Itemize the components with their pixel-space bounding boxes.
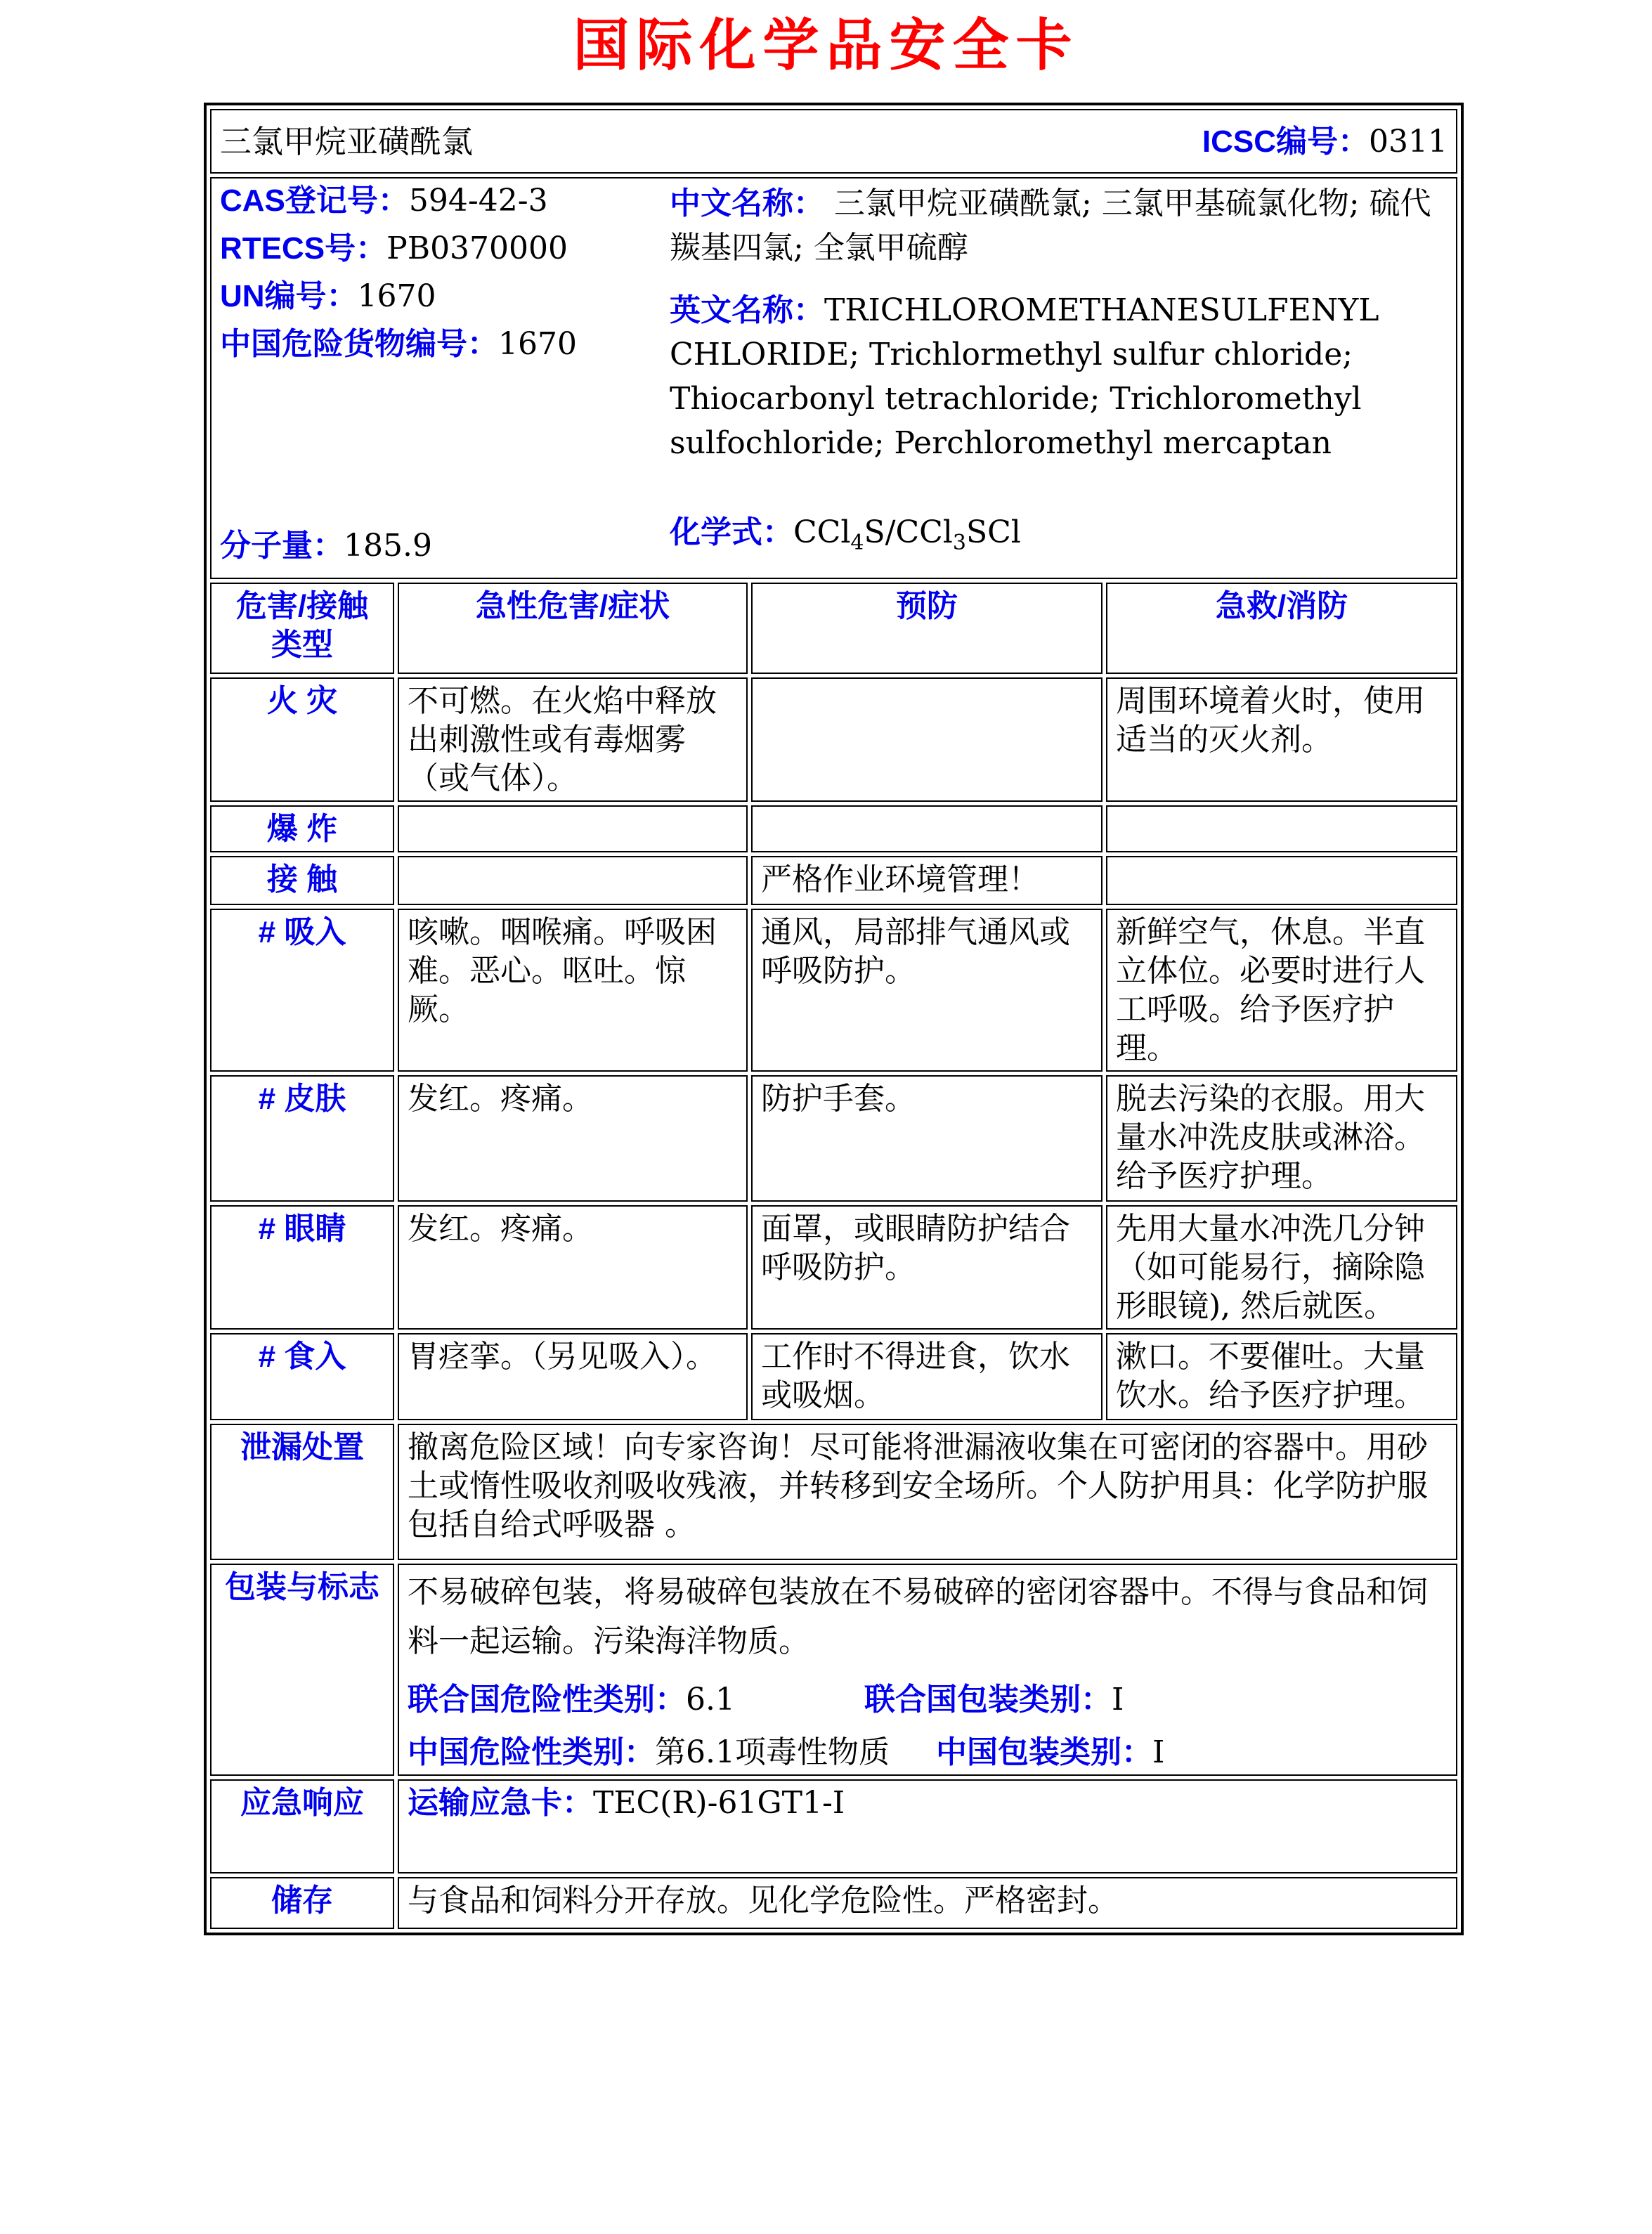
skin-prevention: 防护手套。 — [751, 1075, 1103, 1202]
identification-names — [670, 181, 1448, 569]
china-dg-number-value: 1670 — [498, 326, 577, 362]
spill-disposal-category: 泄漏处置 — [210, 1424, 394, 1560]
fire-symptoms: 不可燃。在火焰中释放出刺激性或有毒烟雾（或气体）。 — [398, 677, 748, 802]
hazard-row-skin — [210, 1075, 1457, 1202]
molecular-weight-row — [220, 526, 670, 565]
un-packing-group: 联合国包装类别：I — [864, 1682, 1124, 1717]
inhalation-first-aid: 新鲜空气，休息。半直立体位。必要时进行人工呼吸。给予医疗护理。 — [1106, 909, 1457, 1072]
cas-number-row — [220, 181, 670, 220]
eyes-symptoms: 发红。疼痛。 — [398, 1205, 748, 1330]
fire-first-aid: 周围环境着火时，使用适当的灭火剂。 — [1106, 677, 1457, 802]
spill-disposal-content: 撤离危险区域！向专家咨询！尽可能将泄漏液收集在可密闭的容器中。用砂土或惰性吸收剂吸收残液，并转移到安全场所。个人防护用具：化学防护服包括自给式呼吸器 。 — [398, 1424, 1457, 1560]
chinese-name-value: 三氯甲烷亚磺酰氯; 三氯甲基硫氯化物; 硫代羰基四氯; 全氯甲硫醇 — [670, 186, 1431, 266]
hazard-row-explosion — [210, 805, 1457, 852]
hazard-row-inhalation — [210, 909, 1457, 1072]
emergency-response-row — [210, 1779, 1457, 1873]
eyes-category: # 眼睛 — [210, 1205, 394, 1330]
substance-name: 三氯甲烷亚磺酰氯 — [220, 122, 474, 160]
china-dg-number-label: 中国危险货物编号： — [220, 327, 498, 361]
ingestion-first-aid: 漱口。不要催吐。大量饮水。给予医疗护理。 — [1106, 1333, 1457, 1420]
contact-prevention: 严格作业环境管理！ — [751, 856, 1103, 905]
explosion-prevention — [751, 805, 1103, 852]
contact-symptoms — [398, 856, 748, 905]
un-hazard-class: 联合国危险性类别：6.1 — [408, 1682, 735, 1717]
rtecs-number-label: RTECS号： — [220, 231, 387, 266]
ingestion-symptoms: 胃痉挛。（另见吸入）。 — [398, 1333, 748, 1420]
un-number-value: 1670 — [357, 278, 436, 314]
inhalation-prevention: 通风，局部排气通风或呼吸防护。 — [751, 909, 1103, 1072]
hazard-row-contact — [210, 856, 1457, 905]
english-name-value: TRICHLOROMETHANESULFENYL CHLORIDE; Trichlormethyl sulfur chloride; Thiocarbonyl tetrachloride; Trichloromethyl sulfochloride; Perchloromethyl mercaptan — [670, 292, 1379, 461]
transport-emergency-card-value: TEC(R)-61GT1-I — [593, 1785, 845, 1821]
chemical-formula-row — [670, 510, 1448, 565]
china-classification-line — [408, 1733, 1448, 1772]
english-name-label: 英文名称： — [670, 293, 824, 327]
transport-emergency-card-label: 运输应急卡： — [408, 1786, 593, 1820]
explosion-category: 爆 炸 — [210, 805, 394, 852]
icsc-number-value: 0311 — [1369, 123, 1448, 160]
storage-content: 与食品和饲料分开存放。见化学危险性。严格密封。 — [398, 1877, 1457, 1929]
chinese-name-label: 中文名称： — [670, 186, 824, 221]
fire-category: 火 灾 — [210, 677, 394, 802]
explosion-first-aid — [1106, 805, 1457, 852]
hazard-row-eyes — [210, 1205, 1457, 1330]
emergency-response-category: 应急响应 — [210, 1779, 394, 1873]
explosion-symptoms — [398, 805, 748, 852]
inhalation-symptoms: 咳嗽。咽喉痛。呼吸困难。恶心。呕吐。惊厥。 — [398, 909, 748, 1072]
chemical-formula-label: 化学式： — [670, 515, 793, 550]
emergency-response-content — [398, 1779, 1457, 1873]
skin-first-aid: 脱去污染的衣服。用大量水冲洗皮肤或淋浴。给予医疗护理。 — [1106, 1075, 1457, 1202]
card-header-cell — [210, 109, 1457, 174]
china-hazard-class: 中国危险性类别：第6.1项毒性物质 — [408, 1734, 890, 1770]
contact-category: 接 触 — [210, 856, 394, 905]
un-number-row — [220, 277, 670, 316]
hazard-row-ingestion — [210, 1333, 1457, 1420]
eyes-first-aid: 先用大量水冲洗几分钟（如可能易行，摘除隐形眼镜), 然后就医。 — [1106, 1205, 1457, 1330]
chemical-formula-value: CCl$_4$S/CCl$_3$SCl — [793, 514, 1021, 555]
page-title: 国际化学品安全卡 — [573, 14, 1079, 77]
un-classification-line — [408, 1680, 1448, 1719]
china-packing-group: 中国包装类别：I — [935, 1734, 1165, 1770]
english-name-row — [670, 288, 1448, 465]
identification-cell — [210, 177, 1457, 579]
icsc-number-label: ICSC编号： — [1202, 124, 1370, 159]
packaging-row — [210, 1564, 1457, 1776]
rtecs-number-value: PB0370000 — [386, 230, 568, 266]
icsc-number — [1202, 122, 1448, 161]
spill-disposal-row — [210, 1424, 1457, 1560]
skin-symptoms: 发红。疼痛。 — [398, 1075, 748, 1202]
eyes-prevention: 面罩，或眼睛防护结合呼吸防护。 — [751, 1205, 1103, 1330]
chinese-name-row — [670, 181, 1448, 270]
china-dg-number-row — [220, 325, 670, 363]
icsc-card-table — [204, 103, 1464, 1935]
packaging-content-cell — [398, 1564, 1457, 1776]
inhalation-category: # 吸入 — [210, 909, 394, 1072]
identification-codes — [220, 181, 670, 569]
column-header-prevention: 预防 — [751, 583, 1103, 674]
cas-number-label: CAS登记号： — [220, 183, 409, 218]
hazard-row-fire — [210, 677, 1457, 802]
ingestion-category: # 食入 — [210, 1333, 394, 1420]
skin-category: # 皮肤 — [210, 1075, 394, 1202]
storage-category: 储存 — [210, 1877, 394, 1929]
fire-prevention — [751, 677, 1103, 802]
packaging-category: 包装与标志 — [210, 1564, 394, 1776]
packaging-text: 不易破碎包装，将易破碎包装放在不易破碎的密闭容器中。不得与食品和饲料一起运输。污染海洋物质。 — [408, 1574, 1428, 1659]
cas-number-value: 594-42-3 — [408, 183, 548, 219]
column-header-first-aid: 急救/消防 — [1106, 583, 1457, 674]
un-number-label: UN编号： — [220, 279, 358, 313]
molecular-weight-value: 185.9 — [344, 528, 432, 564]
contact-first-aid — [1106, 856, 1457, 905]
ingestion-prevention: 工作时不得进食，饮水或吸烟。 — [751, 1333, 1103, 1420]
storage-row — [210, 1877, 1457, 1929]
column-header-hazard-type: 危害/接触 类型 — [210, 583, 394, 674]
column-header-symptoms: 急性危害/症状 — [398, 583, 748, 674]
rtecs-number-row — [220, 229, 670, 268]
molecular-weight-label: 分子量： — [220, 528, 344, 563]
